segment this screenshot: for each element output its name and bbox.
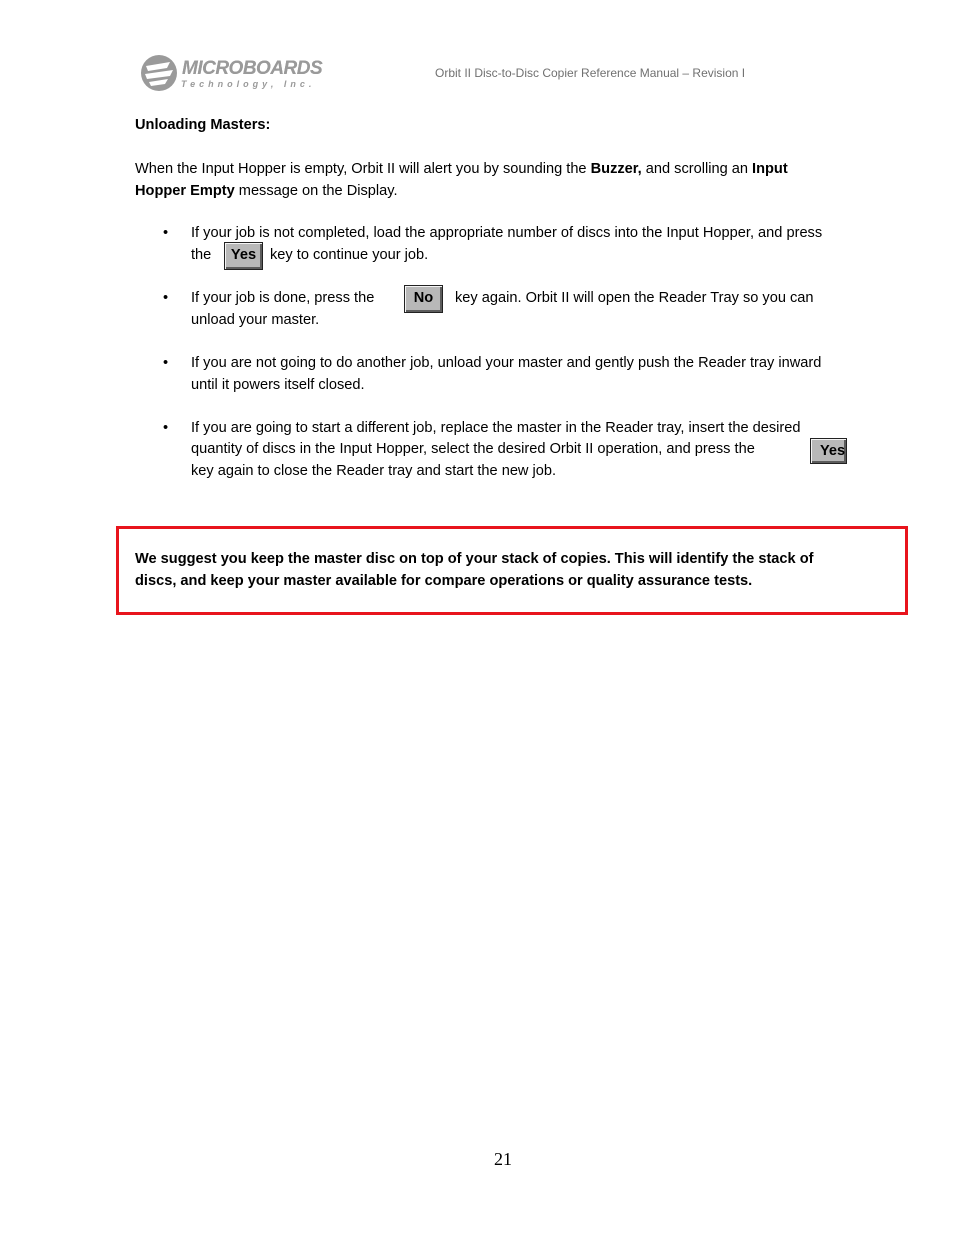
bullet-2-pre: If your job is done, press the bbox=[191, 290, 375, 306]
bullet-4-line-1: If you are going to start a different job, replace the master in the Reader tray, insert the desired bbox=[191, 420, 801, 436]
bullet-4-line-3: key again to close the Reader tray and start the new job. bbox=[191, 463, 557, 479]
logo-brand: MICROBOARDS bbox=[182, 58, 323, 79]
intro-line-1: When the Input Hopper is empty, Orbit II will alert you by sounding the Buzzer, and scrolling an Input bbox=[135, 161, 788, 177]
bullet-2-line-2: unload your master. bbox=[191, 312, 320, 328]
intro-paragraph bbox=[135, 159, 788, 202]
bullet-4-pre: quantity of discs in the Input Hopper, select the desired Orbit II operation, and press the bbox=[191, 441, 755, 457]
bullet-3-line-2: until it powers itself closed. bbox=[191, 377, 365, 393]
no-key: No bbox=[404, 285, 443, 313]
notice-box bbox=[116, 526, 908, 615]
notice-line-1: We suggest you keep the master disc on top of your stack of copies. This will identify the stack of bbox=[135, 551, 814, 567]
running-head: Orbit II Disc-to-Disc Copier Reference Manual – Revision I bbox=[435, 66, 746, 80]
logo-tagline: Technology, Inc. bbox=[181, 79, 316, 89]
bullet-3-line-1: If you are not going to do another job, unload your master and gently push the Reader tray inward bbox=[191, 355, 822, 371]
page-number: 21 bbox=[494, 1149, 512, 1169]
bullet-2-post: key again. Orbit II will open the Reader Tray so you can bbox=[455, 290, 814, 306]
intro-line-2: Hopper Empty message on the Display. bbox=[135, 182, 398, 199]
bullet-1-line-1: If your job is not completed, load the appropriate number of discs into the Input Hopper, and press bbox=[191, 225, 823, 241]
yes-key: Yes bbox=[810, 438, 847, 464]
notice-line-2: discs, and keep your master available for compare operations or quality assurance tests. bbox=[135, 573, 753, 589]
bullet-dot-icon: • bbox=[163, 420, 169, 436]
yes-key: Yes bbox=[224, 242, 263, 270]
microboards-logo bbox=[140, 52, 330, 96]
microboards-disc-logo-icon bbox=[140, 52, 180, 94]
section-heading: Unloading Masters: bbox=[135, 117, 271, 133]
bullet-dot-icon: • bbox=[163, 225, 169, 241]
bullet-1-pre: the bbox=[191, 247, 212, 263]
bullet-dot-icon: • bbox=[163, 290, 169, 306]
notice-text bbox=[135, 548, 813, 592]
bullet-dot-icon: • bbox=[163, 355, 169, 371]
bullet-1-post: key to continue your job. bbox=[270, 247, 429, 263]
